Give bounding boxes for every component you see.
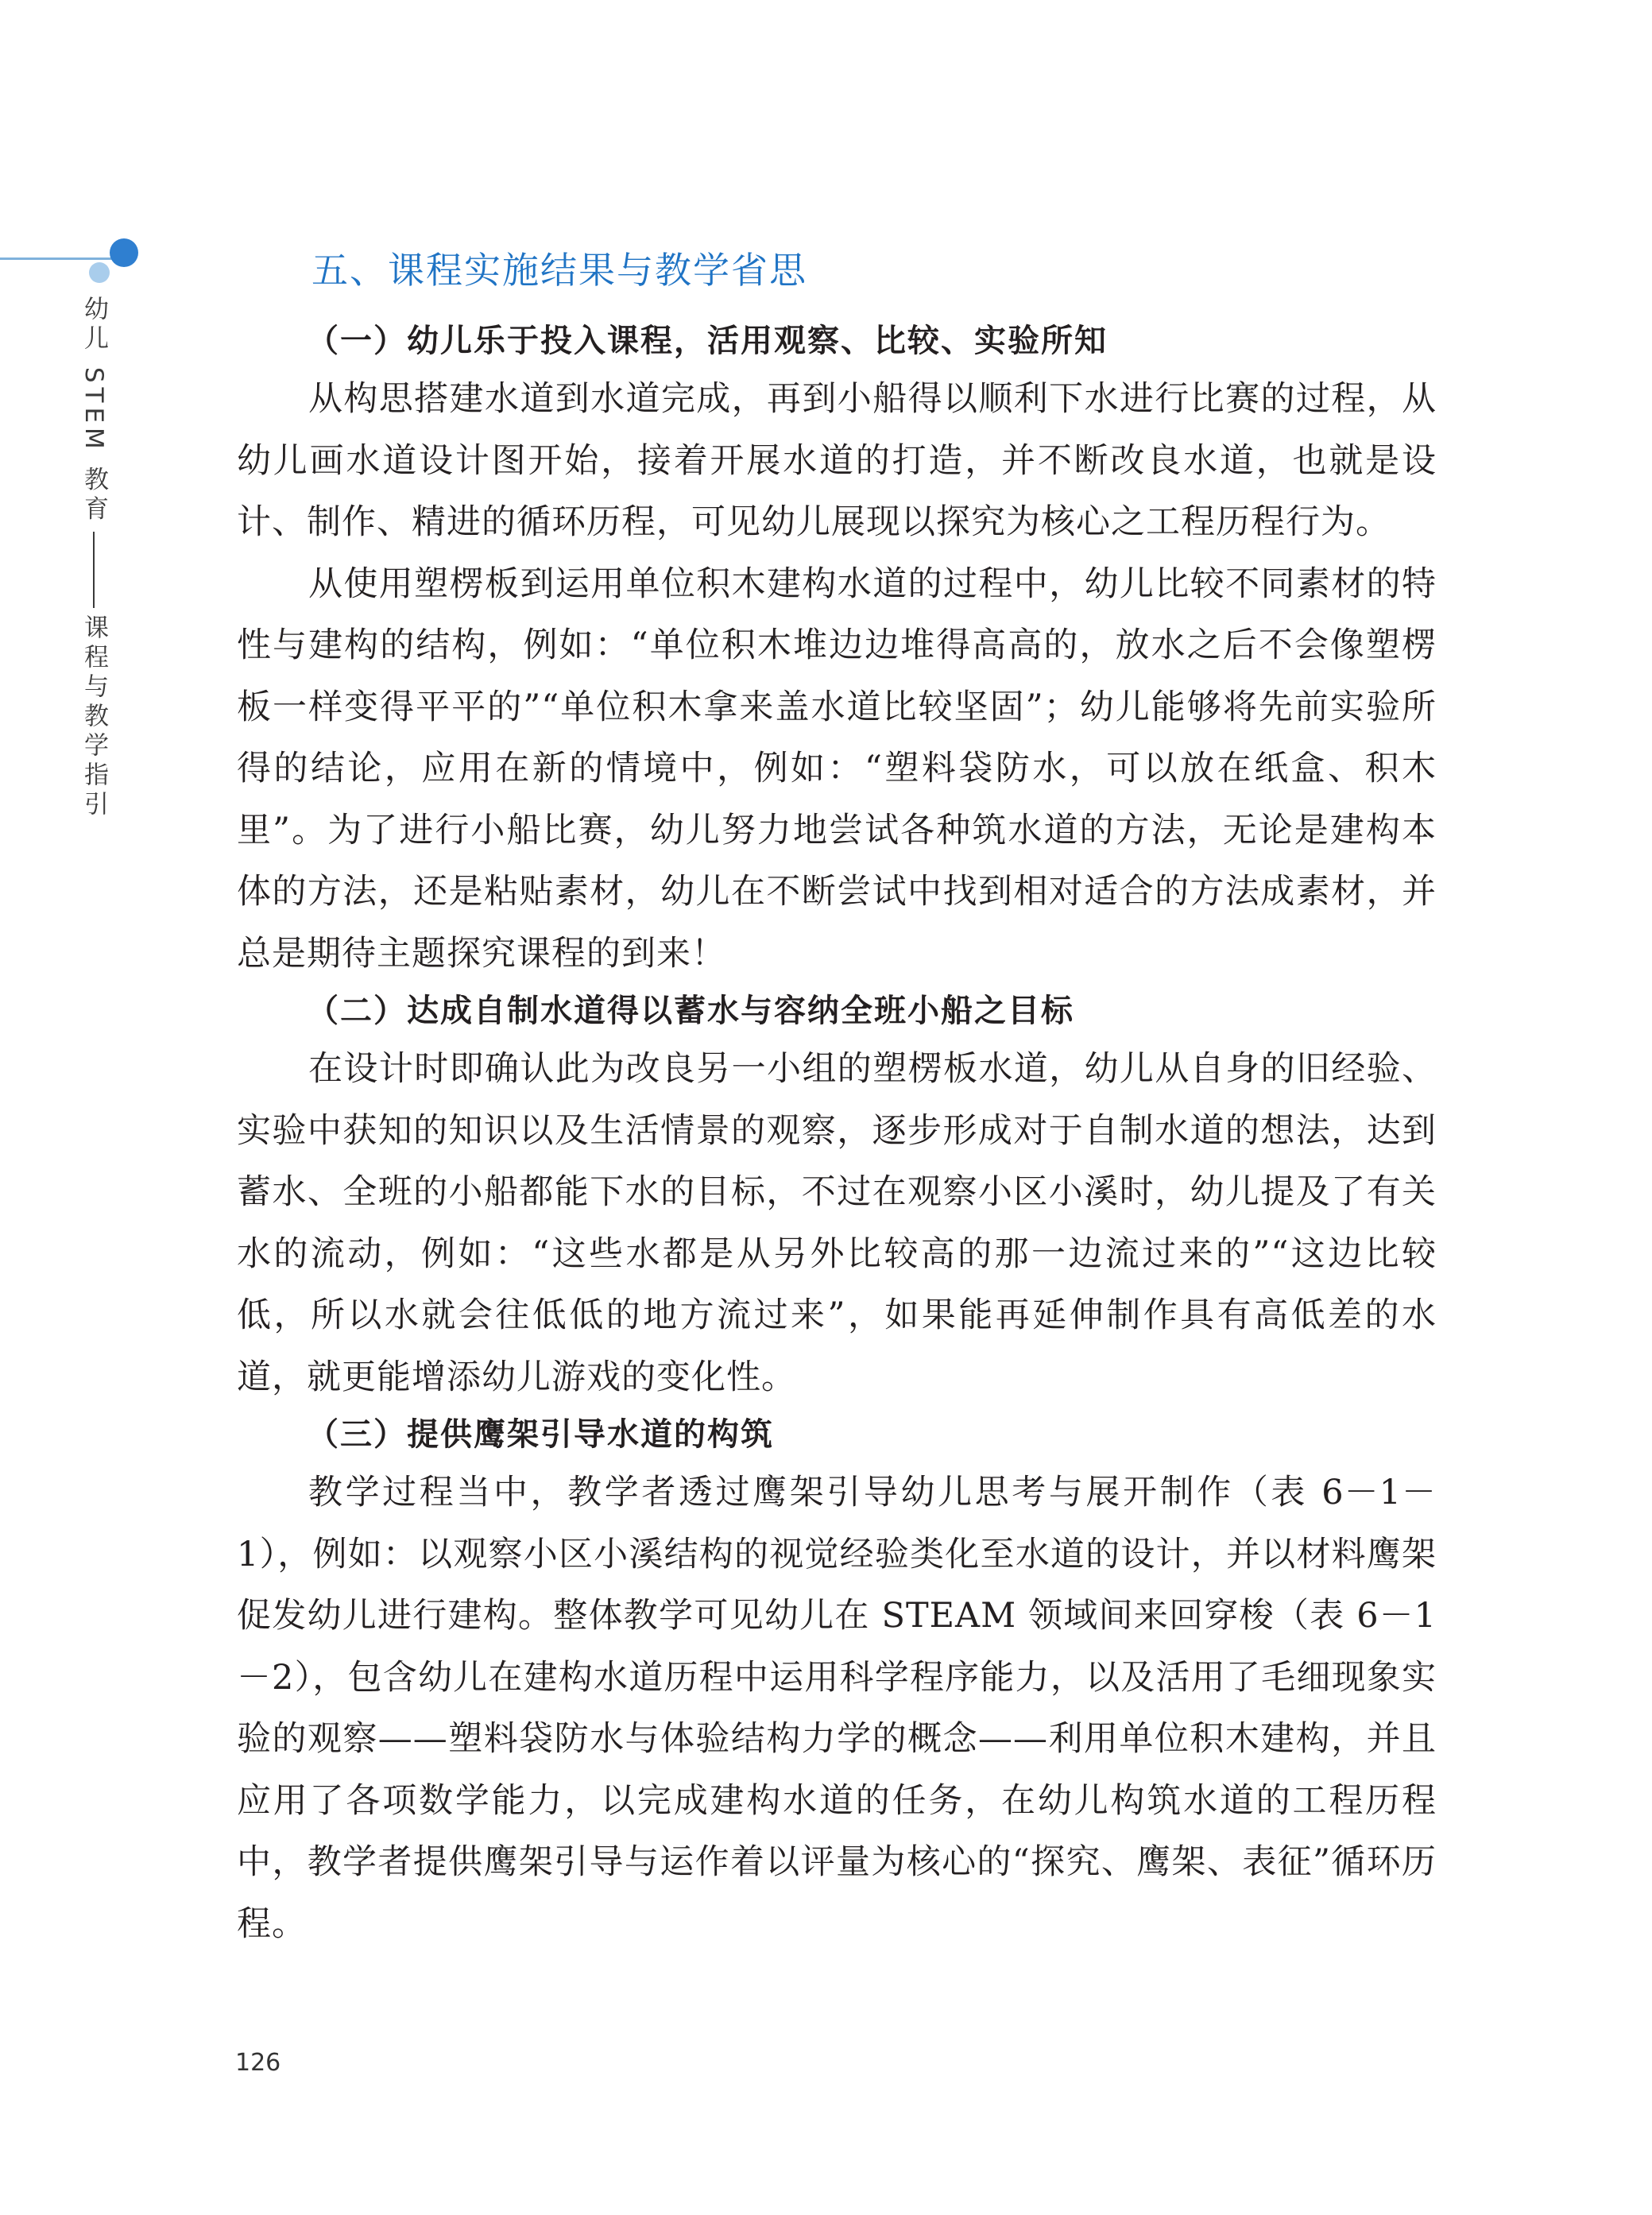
- decorative-dot-light: [89, 262, 110, 283]
- decorative-dot-dark: [110, 238, 138, 267]
- section-title: 五、课程实施结果与教学省思: [311, 249, 807, 292]
- running-head-dash: [93, 532, 95, 608]
- margin-rule-line: [0, 258, 118, 260]
- running-head-book: 幼儿 STEM 教育: [79, 296, 108, 525]
- running-head-subtitle: 课程与教学指引: [79, 614, 108, 820]
- paragraph-1-2: 从使用塑楞板到运用单位积木建构水道的过程中，幼儿比较不同素材的特性与建构的结构，例如：“单位积木堆边边堆得高高的，放水之后不会像塑楞板一样变得平平的”“单位积木拿来盖水道比较坚固”；幼儿能够将先前实验所得的结论，应用在新的情境中，例如：“塑料袋防水，可以放在纸盒、积木里”。为了进行小船比赛，幼儿努力地尝试各种筑水道的方法，无论是建构本体的方法，还是粘贴素材，幼儿在不断尝试中找到相对适合的方法成素材，并总是期待主题探究课程的到来！: [237, 563, 1437, 974]
- paragraph-1-1: 从构思搭建水道到水道完成，再到小船得以顺利下水进行比赛的过程，从幼儿画水道设计图开始，接着开展水道的打造，并不断改良水道，也就是设计、制作、精进的循环历程，可见幼儿展现以探究为核心之工程历程行为。: [237, 379, 1437, 542]
- subheading-2: （二）达成自制水道得以蓄水与容纳全班小船之目标: [307, 993, 1074, 1029]
- subheading-3: （三）提供鹰架引导水道的构筑: [307, 1416, 774, 1453]
- paragraph-3-1: 教学过程当中，教学者透过鹰架引导幼儿思考与展开制作（表 6－1－1），例如：以观察小区小溪结构的视觉经验类化至水道的设计，并以材料鹰架促发幼儿进行建构。整体教学可见幼儿在 STEAM 领域间来回穿梭（表 6－1－2），包含幼儿在建构水道历程中运用科学程序能力，以及活用了毛细现象实验的观察——塑料袋防水与体验结构力学的概念——利用单位积木建构，并且应用了各项数学能力，以完成建构水道的任务，在幼儿构筑水道的工程历程中，教学者提供鹰架引导与运作着以评量为核心的“探究、鹰架、表征”循环历程。: [237, 1473, 1437, 1944]
- paragraph-2-1: 在设计时即确认此为改良另一小组的塑楞板水道，幼儿从自身的旧经验、实验中获知的知识以及生活情景的观察，逐步形成对于自制水道的想法，达到蓄水、全班的小船都能下水的目标，不过在观察小区小溪时，幼儿提及了有关水的流动，例如：“这些水都是从另外比较高的那一边流过来的”“这边比较低，所以水就会往低低的地方流过来”，如果能再延伸制作具有高低差的水道，就更能增添幼儿游戏的变化性。: [237, 1049, 1437, 1397]
- page-number: 126: [235, 2049, 281, 2077]
- running-head: [81, 296, 106, 820]
- subheading-1: （一）幼儿乐于投入课程，活用观察、比较、实验所知: [307, 323, 1108, 359]
- body-content: [237, 318, 1437, 1955]
